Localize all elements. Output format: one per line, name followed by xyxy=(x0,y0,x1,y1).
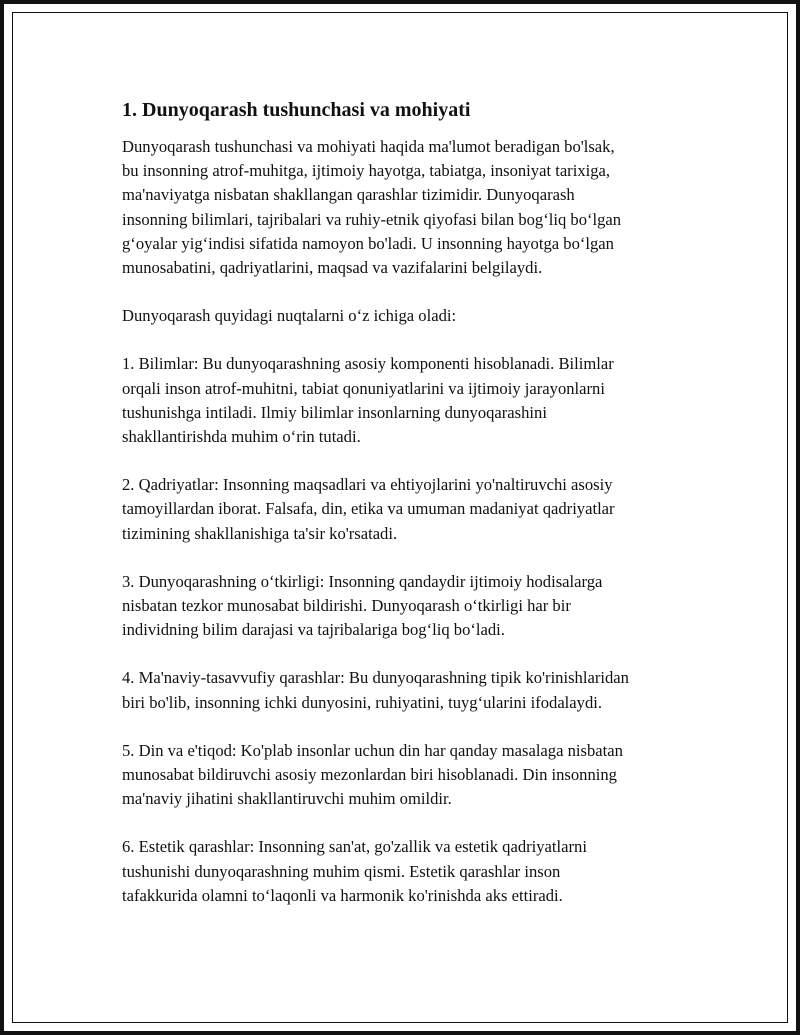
text-line: 6. Estetik qarashlar: Insonning san'at, go'zallik va estetik qadriyatlarni xyxy=(122,837,587,857)
list-item-otkirligi xyxy=(122,570,702,643)
text-line: 1. Bilimlar: Bu dunyoqarashning asosiy komponenti hisoblanadi. Bilimlar xyxy=(122,354,614,374)
text-line: tushunishga intiladi. Ilmiy bilimlar insonlarning dunyoqarashini xyxy=(122,402,547,422)
text-line: Dunyoqarash quyidagi nuqtalarni o‘z ichiga oladi: xyxy=(122,306,457,326)
text-line: 5. Din va e'tiqod: Ko'plab insonlar uchun din har qanday masalaga nisbatan xyxy=(122,740,623,760)
list-item-din-etiqod xyxy=(122,739,702,812)
text-line: munosabat bildiruvchi asosiy mezonlardan biri hisoblanadi. Din insonning xyxy=(122,765,617,785)
page-title: 1. Dunyoqarash tushunchasi va mohiyati xyxy=(122,99,471,121)
text-line: orqali inson atrof-muhitni, tabiat qonuniyatlarini va ijtimoiy jarayonlarni xyxy=(122,378,605,398)
text-line: tafakkurida olamni to‘laqonli va harmonik ko'rinishda aks ettiradi. xyxy=(122,885,563,905)
document-body xyxy=(122,95,702,932)
text-line: tizimining shakllanishiga ta'sir ko'rsatadi. xyxy=(122,523,398,543)
list-item-bilimlar xyxy=(122,352,702,449)
list-item-qadriyatlar xyxy=(122,473,702,546)
text-line: 3. Dunyoqarashning o‘tkirligi: Insonning qandaydir ijtimoiy hodisalarga xyxy=(122,571,603,591)
text-line: insonning bilimlari, tajribalari va ruhiy-etnik qiyofasi bilan bog‘liq bo‘lgan xyxy=(122,209,622,229)
text-line: g‘oyalar yig‘indisi sifatida namoyon bo'ladi. U insonning hayotga bo‘lgan xyxy=(122,233,614,253)
list-item-manaviy-tasavvufiy xyxy=(122,666,702,714)
text-line: shakllantirishda muhim o‘rin tutadi. xyxy=(122,427,361,447)
text-line: ma'naviy jihatini shakllantiruvchi muhim omildir. xyxy=(122,789,452,809)
text-line: nisbatan tezkor munosabat bildirishi. Dunyoqarash o‘tkirligi har bir xyxy=(122,596,571,616)
text-line: biri bo'lib, insonning ichki dunyosini, ruhiyatini, tuyg‘ularini ifodalaydi. xyxy=(122,692,603,712)
text-line: Dunyoqarash tushunchasi va mohiyati haqida ma'lumot beradigan bo'lsak, xyxy=(122,137,615,156)
text-line: bu insonning atrof-muhitga, ijtimoiy hayotga, tabiatga, insoniyat tarixiga, xyxy=(122,161,611,181)
text-line: individning bilim darajasi va tajribalariga bog‘liq bo‘ladi. xyxy=(122,620,505,640)
text-line: ma'naviyatga nisbatan shakllangan qarashlar tizimidir. Dunyoqarash xyxy=(122,185,575,205)
list-item-estetik xyxy=(122,835,702,908)
paragraph-lead-in xyxy=(122,304,702,328)
paragraph-intro xyxy=(122,135,702,280)
text-line: tushunishi dunyoqarashning muhim qismi. Estetik qarashlar inson xyxy=(122,861,561,881)
text-line: 2. Qadriyatlar: Insonning maqsadlari va ehtiyojlarini yo'naltiruvchi asosiy xyxy=(122,475,613,495)
text-line: tamoyillardan iborat. Falsafa, din, etika va umuman madaniyat qadriyatlar xyxy=(122,499,615,519)
text-line: 4. Ma'naviy-tasavvufiy qarashlar: Bu dunyoqarashning tipik ko'rinishlaridan xyxy=(122,668,629,688)
text-line: munosabatini, qadriyatlarini, maqsad va vazifalarini belgilaydi. xyxy=(122,258,543,278)
